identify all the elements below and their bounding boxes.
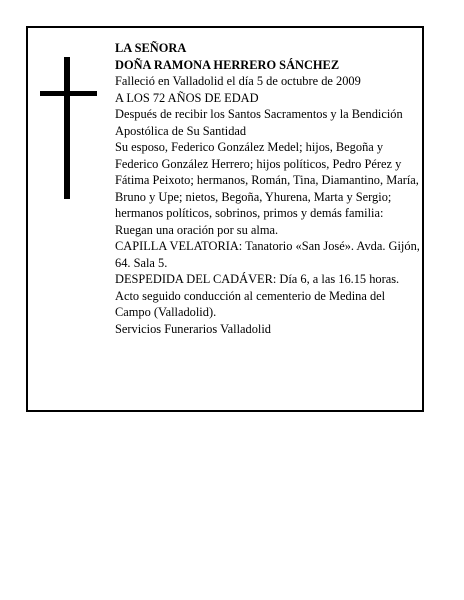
- deceased-name: DOÑA RAMONA HERRERO SÁNCHEZ: [115, 57, 340, 72]
- cross-vertical-bar: [64, 57, 70, 199]
- prayer-line: Ruegan una oración por su alma.: [115, 222, 279, 237]
- cross-horizontal-bar: [40, 91, 97, 96]
- family-paragraph: Su esposo, Federico González Medel; hijos, Begoña y Federico González Herrero; hijos políticos, Pedro Pérez y Fátima Peixoto; hermanos, Román, Tina, Diamantino, María, Bruno y Upe; nietos, Begoña, Yhurena, Marta y Sergio; hermanos políticos, sobrinos, primos y demás familia:: [115, 140, 419, 220]
- farewell-paragraph: DESPEDIDA DEL CADÁVER: Día 6, a las 16.15 horas. Acto seguido conducción al cementerio de Medina del Campo (Valladolid).: [115, 272, 400, 319]
- notice-text: [115, 40, 421, 337]
- services-line: Servicios Funerarios Valladolid: [115, 321, 272, 336]
- death-line: Falleció en Valladolid el día 5 de octubre de 2009: [115, 74, 361, 88]
- age-line: A LOS 72 AÑOS DE EDAD: [115, 90, 259, 105]
- obituary-notice: [26, 26, 424, 412]
- chapel-paragraph: CAPILLA VELATORIA: Tanatorio «San José». Avda. Gijón, 64. Sala 5.: [115, 239, 420, 270]
- notice-title: LA SEÑORA: [115, 41, 187, 55]
- cross-icon: [40, 57, 97, 199]
- sacraments-paragraph: Después de recibir los Santos Sacramentos y la Bendición Apostólica de Su Santidad: [115, 107, 403, 138]
